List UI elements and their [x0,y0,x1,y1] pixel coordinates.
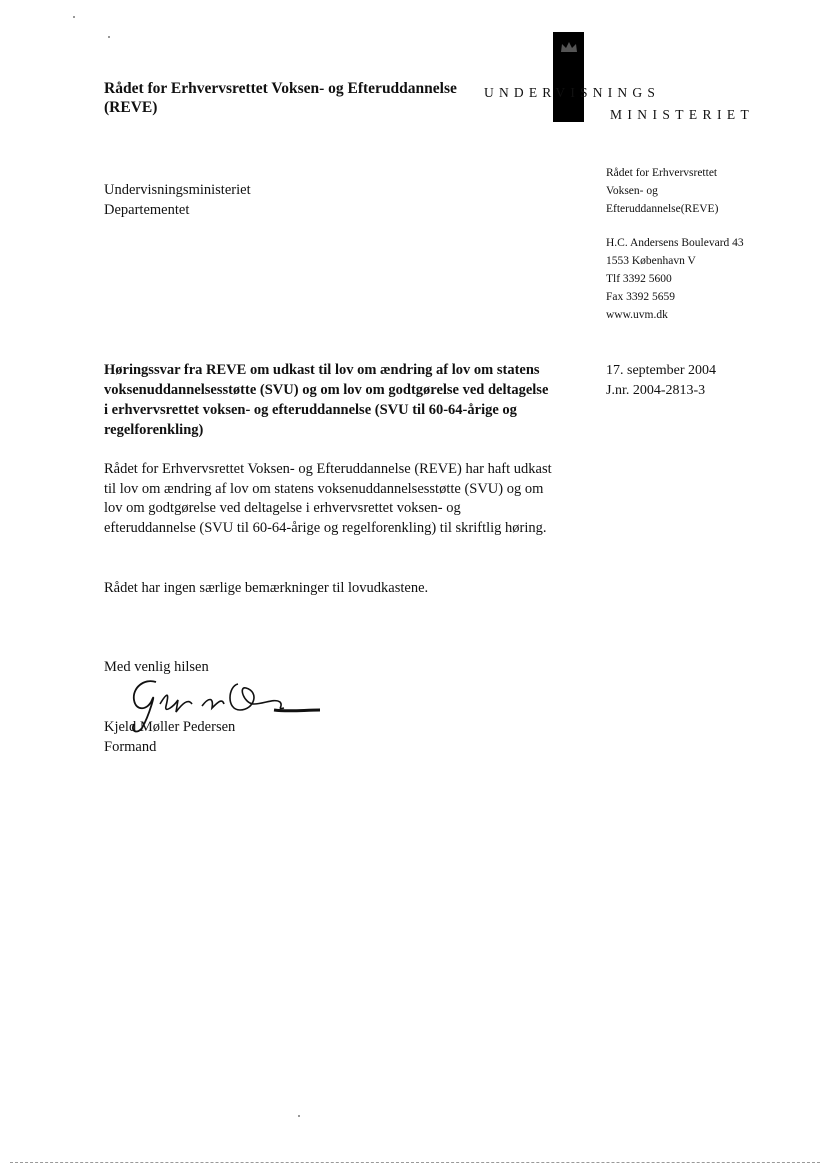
letter-subject: Høringssvar fra REVE om udkast til lov om ændring af lov om statens voksenuddannelsesstøtte (SVU) og om lov om godtgørelse ved deltagelse i erhvervsrettet voksen- og efteruddannelse (SVU til 60-64-årige og regelforenkling) [104,362,549,438]
sender-name-line: Voksen- og [606,185,658,197]
letter-meta [606,361,716,401]
scan-edge-line [10,1162,820,1163]
letter-date: 17. september 2004 [606,363,717,378]
sender-website: www.uvm.dk [606,309,668,321]
crown-icon [560,40,578,58]
ministry-logo [484,32,754,127]
sender-address-line: 1553 København V [606,255,696,267]
logo-line-1: UNDERVISNINGS [484,85,661,100]
sender-phone: Tlf 3392 5600 [606,273,672,285]
recipient-address [104,180,251,220]
scan-speck [108,36,110,38]
recipient-line: Departementet [104,202,190,218]
sender-fax: Fax 3392 5659 [606,291,675,303]
journal-number: J.nr. 2004-2813-3 [606,383,706,398]
sender-name-line: Efteruddannelse(REVE) [606,203,719,215]
logo-line-2: MINISTERIET [610,107,755,122]
scan-speck [298,1115,300,1117]
signer-title: Formand [104,739,157,755]
recipient-line: Undervisningsministeriet [104,182,251,198]
sender-name-line: Rådet for Erhvervsrettet [606,167,718,179]
organization-title: Rådet for Erhvervsrettet Voksen- og Efteruddannelse (REVE) [104,80,457,116]
signer-name: Kjeld Møller Pedersen [104,719,236,735]
body-paragraph-1: Rådet for Erhvervsrettet Voksen- og Efteruddannelse (REVE) har haft udkast til lov om ændring af lov om statens voksenuddannelsesstøtte (SVU) og om lov om godtgørelse ved deltagelse i erhvervsrettet voksen- og efteruddannelse (SVU til 60-64-årige og regelforenkling) til skriftlig høring. [104,461,552,536]
closing-greeting: Med venlig hilsen [104,659,209,675]
sender-address-line: H.C. Andersens Boulevard 43 [606,237,744,249]
scan-speck [73,16,75,18]
sender-block [606,164,806,324]
body-paragraph-2: Rådet har ingen særlige bemærkninger til lovudkastene. [104,580,429,596]
signer-block [104,717,235,757]
